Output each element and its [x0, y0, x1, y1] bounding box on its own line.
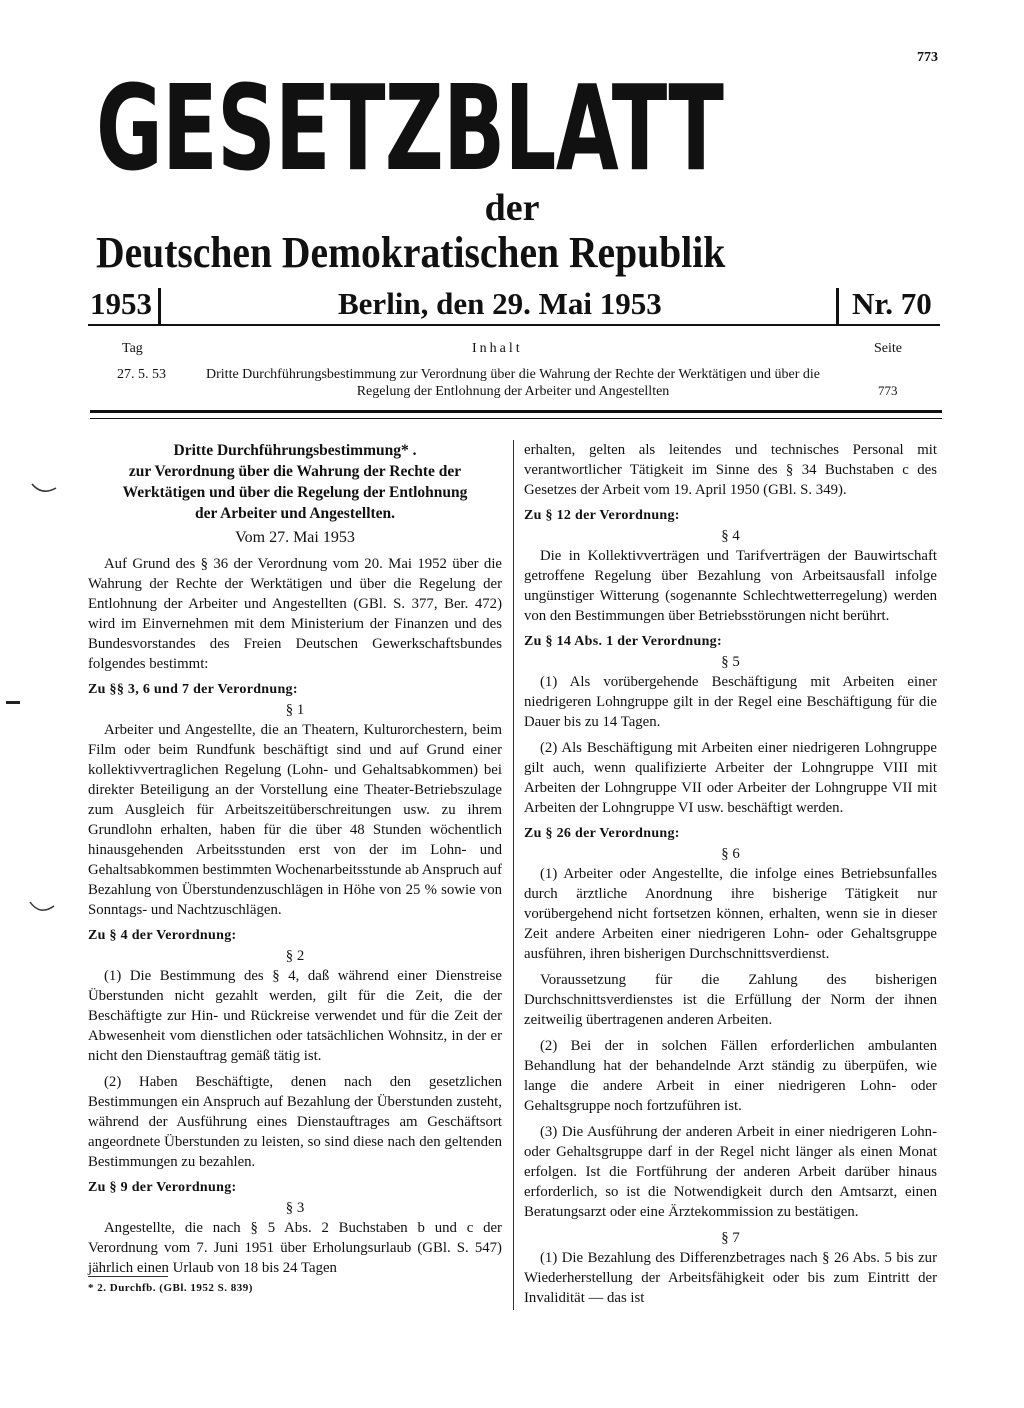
decree-title [88, 440, 502, 524]
paragraph-text: Die in Kollektivverträgen und Tarifverträgen der Bauwirtschaft getroffene Regelung über Bezahlung von Arbeitsausfall infolge ungünstiger Witterung (sogenannte Schlechtwetterregelung) werden von den Bestimmungen über Betriebsstörungen nicht berührt. [524, 548, 937, 624]
paragraph-number: § 2 [285, 948, 305, 964]
dateline [88, 286, 940, 326]
toc-entry-date: 27. 5. 53 [117, 367, 166, 382]
paragraph-text: (3) Die Ausführung der anderen Arbeit in einer niedrigeren Lohn- oder Gehaltsgruppe darf in der Regel nicht länger als einen Monat erfolgen. Ist die Fortführung der anderen Arbeit darüber hinaus erforderlich, so ist die Notwendigkeit durch den Amtsarzt, einen Beratungsarzt oder eine Ärztekommission zu bestätigen. [524, 1124, 937, 1220]
paragraph-text: Arbeiter und Angestellte, die an Theatern, Kulturorchestern, beim Film oder beim Rundfunk beschäftigt sind und auf Grund einer kollektivvertraglichen Regelung (Lohn- und Gehaltsabkommen) bei direkter Beteiligung an der Vorstellung eine Theater-Betriebszulage zum Ausgleich für Arbeitszeitüberschreitungen usw. zu ihrem Grundlohn erhalten, haben für die über 48 Stunden wöchentlich hinausgehenden Arbeitsstunden erst von der im Lohn- und Gehaltsabkommen bestimmten Wochenarbeitsstunde ab Anspruch auf Bezahlung von Überstundenzuschlägen in Höhe von 25 % sowie von Sonntags- und Nachtzuschlägen. [88, 722, 502, 918]
footnote-rule [88, 1276, 168, 1277]
paragraph-number: § 7 [721, 1230, 740, 1246]
left-column [88, 440, 502, 1284]
toc-entry-text: Dritte Durchführungsbestimmung zur Verordnung über die Wahrung der Rechte der Werktätigen und über die Regelung der Entlohnung der Arbeiter und Angestellten [206, 367, 820, 399]
paragraph-text: Voraussetzung für die Zahlung des bisherigen Durchschnittsverdienstes ist die Erfüllung der Norm der ihnen zeitweilig übertragenen anderen Arbeiten. [524, 972, 937, 1028]
paragraph-number: § 1 [285, 702, 305, 718]
dateline-divider [158, 288, 161, 324]
paragraph-text: (1) Die Bezahlung des Differenzbetrages nach § 26 Abs. 5 bis zur Wiederherstellung der Arbeitsfähigkeit oder bis zum Eintritt der Invalidität — das ist [524, 1250, 937, 1306]
header-rule [90, 410, 942, 419]
dateline-year: 1953 [90, 286, 152, 321]
dateline-divider [836, 288, 839, 324]
paragraph-text: erhalten, gelten als leitendes und technisches Personal mit verantwortlicher Tätigkeit im Sinne des § 34 Buchstaben c des Gesetzes der Arbeit vom 19. April 1950 (GBl. S. 349). [524, 442, 937, 498]
paragraph-number: § 6 [721, 846, 740, 862]
toc-header-tag: Tag [122, 341, 143, 356]
section-heading: Zu § 9 der Verordnung: [88, 1180, 237, 1195]
margin-tick-mark [28, 898, 58, 918]
paragraph-text: (2) Bei der in solchen Fällen erforderlichen ambulanten Behandlung hat der behandelnde Arzt ständig zu überpüfen, wie lange die andere Arbeit in einer niedrigeren Lohn- oder Gehaltsgruppe noch fortzuführen ist. [524, 1038, 937, 1114]
masthead-title: GESETZBLATT [96, 59, 724, 197]
column-divider [513, 440, 514, 1310]
right-column [524, 440, 937, 1314]
toc-entry-page: 773 [878, 383, 898, 398]
decree-title-line: Dritte Durchführungsbestimmung* . [173, 442, 417, 459]
paragraph-text: Angestellte, die nach § 5 Abs. 2 Buchstaben b und c der Verordnung vom 7. Juni 1951 über Erholungsurlaub (GBl. S. 547) jährlich einen Urlaub von 18 bis 24 Tagen [88, 1220, 502, 1276]
paragraph-number: § 5 [721, 654, 740, 670]
section-heading: Zu § 12 der Verordnung: [524, 508, 680, 523]
paragraph-number: § 4 [721, 528, 740, 544]
section-heading: Zu § 14 Abs. 1 der Verordnung: [524, 634, 722, 649]
page-number: 773 [917, 50, 938, 65]
toc-header-seite: Seite [874, 341, 902, 356]
paragraph-text: (1) Die Bestimmung des § 4, daß während einer Dienstreise Überstunden nicht gezahlt werden, gilt für die Zeit, die der Beschäftigte zur Hin- und Rückreise verwendet und für die Zeit der Abwesenheit vom dienstlichen oder tatsächlichen Wohnsitz, in der er nicht den Dienstauftrag gemäß tätig ist. [88, 968, 502, 1064]
decree-title-line: zur Verordnung über die Wahrung der Rechte der [128, 463, 462, 480]
section-heading: Zu § 4 der Verordnung: [88, 928, 237, 943]
masthead-der: der [484, 187, 540, 229]
margin-tick-mark [30, 478, 60, 498]
section-heading: Zu § 26 der Verordnung: [524, 826, 680, 841]
decree-date: Vom 27. Mai 1953 [235, 529, 355, 546]
paragraph-text: (2) Als Beschäftigung mit Arbeiten einer niedrigeren Lohngruppe gilt auch, wenn qualifizierte Arbeiter der Lohngruppe VIII mit Arbeiten der Lohngruppe VII oder Arbeiter der Lohngruppe VII mit Arbeiten der Lohngruppe VI usw. beschäftigt werden. [524, 740, 937, 816]
paragraph-text: (2) Haben Beschäftigte, denen nach den gesetzlichen Bestimmungen ein Anspruch auf Bezahlung der Überstunden zusteht, während der Ausführung eines Dienstauftrages am Geschäftsort angeordnete Überstunden zu leisten, so sind diese nach den geltenden Bestimmungen zu bezahlen. [88, 1074, 502, 1170]
dateline-issue-number: Nr. 70 [852, 286, 932, 321]
decree-preamble: Auf Grund des § 36 der Verordnung vom 20. Mai 1952 über die Wahrung der Rechte der Werktätigen und über die Regelung der Entlohnung der Arbeiter und Angestellten (GBl. S. 377, Ber. 472) wird im Einvernehmen mit dem Ministerium der Finanzen und des Bundesvorstandes des Freien Deutschen Gewerkschaftsbundes folgendes bestimmt: [88, 556, 502, 672]
paragraph-text: (1) Als vorübergehende Beschäftigung mit Arbeiten einer niedrigeren Lohngruppe gilt in der Regel eine Beschäftigung für die Dauer bis zu 14 Tagen. [524, 674, 937, 730]
section-heading: Zu §§ 3, 6 und 7 der Verordnung: [88, 682, 298, 697]
paragraph-number: § 3 [285, 1200, 305, 1216]
margin-dash-mark [6, 700, 22, 706]
dateline-place-date: Berlin, den 29. Mai 1953 [338, 286, 662, 321]
masthead-state-name: Deutschen Demokratischen Republik [96, 228, 726, 277]
decree-title-line: der Arbeiter und Angestellten. [194, 505, 396, 522]
paragraph-text: (1) Arbeiter oder Angestellte, die infolge eines Betriebsunfalles durch ärztliche Anordnung ihre bisherige Tätigkeit nur vorübergehend nicht fortsetzen können, erhalten, wenn sie in dieser Zeit andere Arbeiten einer niedrigeren Lohn- oder Gehaltsgruppe ausführen, ihren bisherigen Durchschnittsverdienst. [524, 866, 937, 962]
toc-header-inhalt: Inhalt [472, 341, 523, 356]
footnote: * 2. Durchfb. (GBl. 1952 S. 839) [88, 1282, 253, 1294]
decree-title-line: Werktätigen und über die Regelung der Entlohnung [122, 484, 468, 501]
